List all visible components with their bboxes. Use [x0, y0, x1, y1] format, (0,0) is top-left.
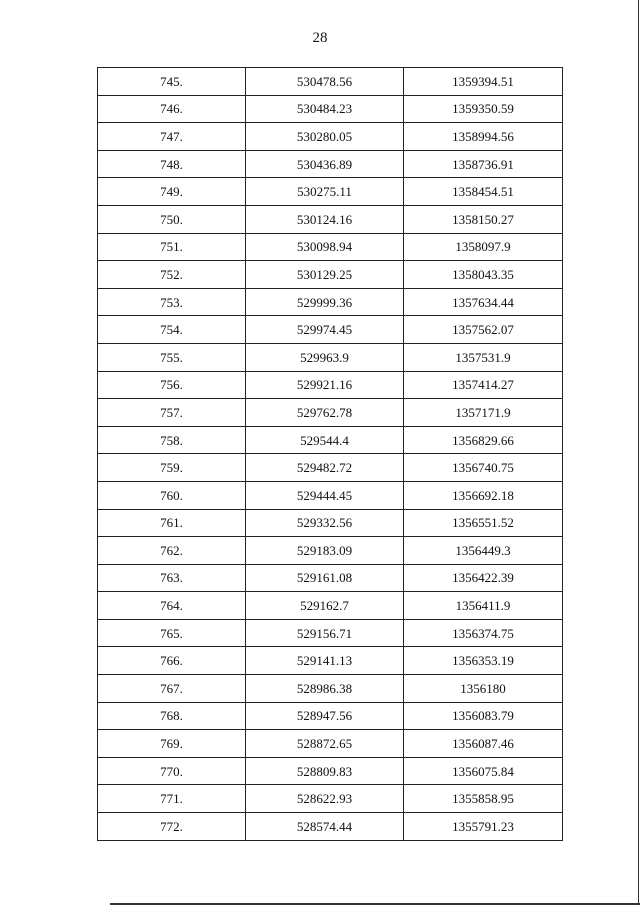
- y-coordinate-cell: 1356180: [404, 675, 563, 703]
- x-coordinate-cell: 528872.65: [246, 730, 404, 758]
- coordinate-table: [97, 67, 563, 841]
- point-number-cell: 767.: [98, 675, 246, 703]
- y-coordinate-cell: 1357562.07: [404, 316, 563, 344]
- x-coordinate-cell: 530275.11: [246, 178, 404, 206]
- table-row: [98, 205, 563, 233]
- x-coordinate-cell: 529921.16: [246, 371, 404, 399]
- table-row: [98, 233, 563, 261]
- y-coordinate-cell: 1358150.27: [404, 205, 563, 233]
- table-row: [98, 68, 563, 96]
- point-number-cell: 758.: [98, 426, 246, 454]
- x-coordinate-cell: 528947.56: [246, 702, 404, 730]
- page-number: 28: [312, 30, 328, 46]
- x-coordinate-cell: 529162.7: [246, 592, 404, 620]
- point-number-cell: 749.: [98, 178, 246, 206]
- table-row: [98, 399, 563, 427]
- point-number-cell: 770.: [98, 757, 246, 785]
- y-coordinate-cell: 1357634.44: [404, 288, 563, 316]
- point-number-cell: 771.: [98, 785, 246, 813]
- y-coordinate-cell: 1357171.9: [404, 399, 563, 427]
- y-coordinate-cell: 1356829.66: [404, 426, 563, 454]
- y-coordinate-cell: 1356083.79: [404, 702, 563, 730]
- x-coordinate-cell: 529332.56: [246, 509, 404, 537]
- point-number-cell: 750.: [98, 205, 246, 233]
- y-coordinate-cell: 1357531.9: [404, 343, 563, 371]
- point-number-cell: 766.: [98, 647, 246, 675]
- x-coordinate-cell: 528809.83: [246, 757, 404, 785]
- table-row: [98, 343, 563, 371]
- table-row: [98, 150, 563, 178]
- table-row: [98, 757, 563, 785]
- point-number-cell: 761.: [98, 509, 246, 537]
- table-row: [98, 509, 563, 537]
- table-row: [98, 95, 563, 123]
- table-row: [98, 619, 563, 647]
- point-number-cell: 763.: [98, 564, 246, 592]
- table-row: [98, 288, 563, 316]
- table-row: [98, 564, 563, 592]
- point-number-cell: 757.: [98, 399, 246, 427]
- table-row: [98, 647, 563, 675]
- table-row: [98, 426, 563, 454]
- y-coordinate-cell: 1356075.84: [404, 757, 563, 785]
- x-coordinate-cell: 528574.44: [246, 813, 404, 841]
- table-row: [98, 813, 563, 841]
- y-coordinate-cell: 1357414.27: [404, 371, 563, 399]
- x-coordinate-cell: 529141.13: [246, 647, 404, 675]
- x-coordinate-cell: 529963.9: [246, 343, 404, 371]
- x-coordinate-cell: 530124.16: [246, 205, 404, 233]
- table-row: [98, 785, 563, 813]
- x-coordinate-cell: 529161.08: [246, 564, 404, 592]
- x-coordinate-cell: 530280.05: [246, 123, 404, 151]
- table-row: [98, 675, 563, 703]
- point-number-cell: 756.: [98, 371, 246, 399]
- x-coordinate-cell: 529183.09: [246, 537, 404, 565]
- y-coordinate-cell: 1356422.39: [404, 564, 563, 592]
- x-coordinate-cell: 529999.36: [246, 288, 404, 316]
- point-number-cell: 769.: [98, 730, 246, 758]
- y-coordinate-cell: 1358994.56: [404, 123, 563, 151]
- point-number-cell: 762.: [98, 537, 246, 565]
- table-row: [98, 592, 563, 620]
- x-coordinate-cell: 529544.4: [246, 426, 404, 454]
- y-coordinate-cell: 1356692.18: [404, 481, 563, 509]
- point-number-cell: 764.: [98, 592, 246, 620]
- point-number-cell: 755.: [98, 343, 246, 371]
- point-number-cell: 759.: [98, 454, 246, 482]
- table-body: [98, 68, 563, 841]
- point-number-cell: 760.: [98, 481, 246, 509]
- y-coordinate-cell: 1356449.3: [404, 537, 563, 565]
- y-coordinate-cell: 1359394.51: [404, 68, 563, 96]
- table-row: [98, 178, 563, 206]
- y-coordinate-cell: 1359350.59: [404, 95, 563, 123]
- y-coordinate-cell: 1358043.35: [404, 261, 563, 289]
- table-row: [98, 454, 563, 482]
- x-coordinate-cell: 530484.23: [246, 95, 404, 123]
- point-number-cell: 751.: [98, 233, 246, 261]
- x-coordinate-cell: 529762.78: [246, 399, 404, 427]
- table-row: [98, 316, 563, 344]
- y-coordinate-cell: 1358097.9: [404, 233, 563, 261]
- point-number-cell: 746.: [98, 95, 246, 123]
- table-row: [98, 537, 563, 565]
- x-coordinate-cell: 530098.94: [246, 233, 404, 261]
- point-number-cell: 752.: [98, 261, 246, 289]
- y-coordinate-cell: 1356087.46: [404, 730, 563, 758]
- y-coordinate-cell: 1356411.9: [404, 592, 563, 620]
- table-row: [98, 730, 563, 758]
- scan-edge-right: [638, 0, 639, 905]
- table-row: [98, 702, 563, 730]
- table-row: [98, 371, 563, 399]
- point-number-cell: 765.: [98, 619, 246, 647]
- x-coordinate-cell: 529482.72: [246, 454, 404, 482]
- point-number-cell: 753.: [98, 288, 246, 316]
- y-coordinate-cell: 1356374.75: [404, 619, 563, 647]
- table-row: [98, 481, 563, 509]
- point-number-cell: 768.: [98, 702, 246, 730]
- y-coordinate-cell: 1358454.51: [404, 178, 563, 206]
- point-number-cell: 754.: [98, 316, 246, 344]
- point-number-cell: 772.: [98, 813, 246, 841]
- x-coordinate-cell: 529974.45: [246, 316, 404, 344]
- x-coordinate-cell: 530436.89: [246, 150, 404, 178]
- x-coordinate-cell: 530129.25: [246, 261, 404, 289]
- y-coordinate-cell: 1355858.95: [404, 785, 563, 813]
- y-coordinate-cell: 1358736.91: [404, 150, 563, 178]
- y-coordinate-cell: 1356740.75: [404, 454, 563, 482]
- x-coordinate-cell: 528986.38: [246, 675, 404, 703]
- x-coordinate-cell: 528622.93: [246, 785, 404, 813]
- y-coordinate-cell: 1355791.23: [404, 813, 563, 841]
- y-coordinate-cell: 1356551.52: [404, 509, 563, 537]
- table-row: [98, 123, 563, 151]
- table-row: [98, 261, 563, 289]
- y-coordinate-cell: 1356353.19: [404, 647, 563, 675]
- point-number-cell: 747.: [98, 123, 246, 151]
- point-number-cell: 745.: [98, 68, 246, 96]
- x-coordinate-cell: 529156.71: [246, 619, 404, 647]
- x-coordinate-cell: 530478.56: [246, 68, 404, 96]
- point-number-cell: 748.: [98, 150, 246, 178]
- x-coordinate-cell: 529444.45: [246, 481, 404, 509]
